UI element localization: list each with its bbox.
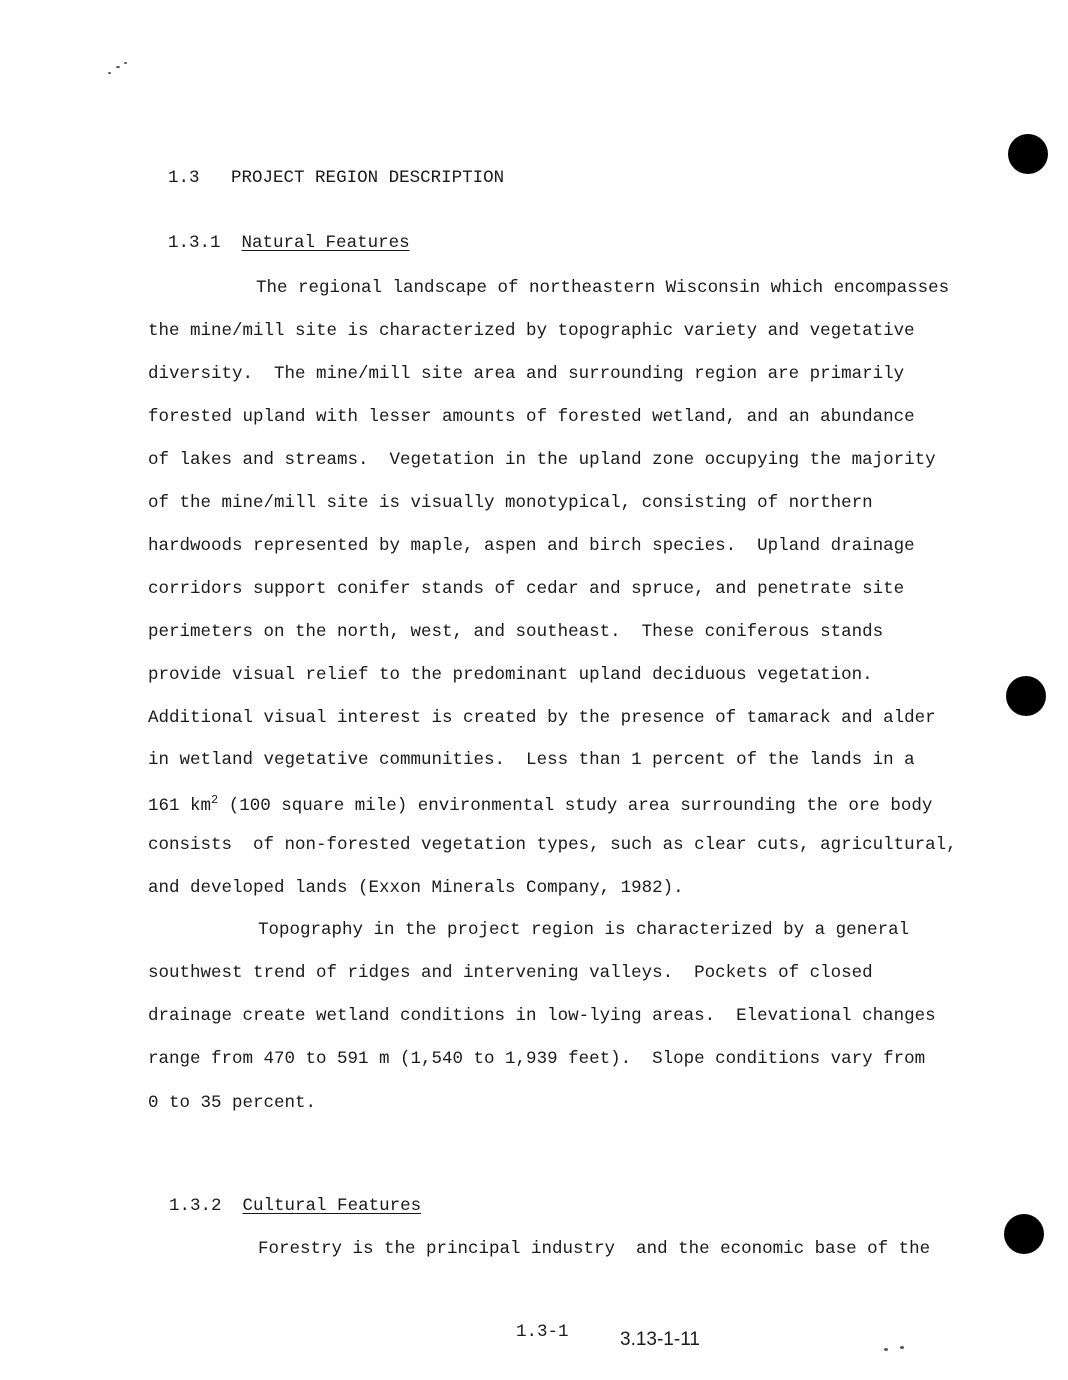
paragraph-line: corridors support conifer stands of cedar and spruce, and penetrate site xyxy=(148,579,905,599)
area-text: (100 square mile) environmental study area surrounding the ore body xyxy=(218,796,933,816)
paragraph-line: range from 470 to 591 m (1,540 to 1,939 feet). Slope conditions vary from xyxy=(148,1049,926,1069)
subsection-title: Cultural Features xyxy=(242,1195,422,1216)
paragraph-line: 0 to 35 percent. xyxy=(148,1093,317,1113)
paragraph-line: Additional visual interest is created by the presence of tamarack and alder xyxy=(148,708,936,728)
page-number: 1.3-1 xyxy=(516,1322,569,1342)
punch-hole-bottom xyxy=(1004,1214,1044,1254)
section-heading xyxy=(147,152,504,187)
scan-speck xyxy=(116,66,120,68)
subsection-number: 1.3.2 xyxy=(169,1195,222,1216)
subsection-number: 1.3.1 xyxy=(168,232,221,253)
paragraph-line xyxy=(148,794,932,816)
subsection-heading-natural xyxy=(147,217,410,252)
section-number: 1.3 xyxy=(168,167,200,188)
area-value: 161 km xyxy=(148,796,212,816)
paragraph-line: of lakes and streams. Vegetation in the upland zone occupying the majority xyxy=(148,450,936,470)
punch-hole-top xyxy=(1008,134,1048,174)
paragraph-line: perimeters on the north, west, and southeast. These coniferous stands xyxy=(148,622,884,642)
scan-speck xyxy=(124,62,127,64)
document-code: 3.13-1-11 xyxy=(620,1329,700,1350)
paragraph-line: The regional landscape of northeastern Wisconsin which encompasses xyxy=(256,278,950,298)
punch-hole-middle xyxy=(1006,676,1046,716)
paragraph-line: of the mine/mill site is visually monotypical, consisting of northern xyxy=(148,493,873,513)
superscript: 2 xyxy=(211,793,219,807)
paragraph-line: Topography in the project region is characterized by a general xyxy=(258,920,910,940)
paragraph-line: and developed lands (Exxon Minerals Company, 1982). xyxy=(148,878,684,898)
paragraph-line: Forestry is the principal industry and the economic base of the xyxy=(258,1239,931,1259)
paragraph-line: hardwoods represented by maple, aspen and birch species. Upland drainage xyxy=(148,536,915,556)
paragraph-line: provide visual relief to the predominant upland deciduous vegetation. xyxy=(148,665,873,685)
paragraph-line: diversity. The mine/mill site area and surrounding region are primarily xyxy=(148,364,905,384)
paragraph-line: forested upland with lesser amounts of forested wetland, and an abundance xyxy=(148,407,915,427)
subsection-heading-cultural xyxy=(148,1180,421,1215)
paragraph-line: consists of non-forested vegetation types, such as clear cuts, agricultural, xyxy=(148,835,957,855)
section-title: PROJECT REGION DESCRIPTION xyxy=(231,167,505,188)
paragraph-line: southwest trend of ridges and intervening valleys. Pockets of closed xyxy=(148,963,873,983)
scan-speck xyxy=(108,72,111,74)
paragraph-line: in wetland vegetative communities. Less than 1 percent of the lands in a xyxy=(148,750,915,770)
scan-speck xyxy=(900,1346,904,1349)
scan-speck xyxy=(884,1348,888,1351)
paragraph-line: drainage create wetland conditions in low-lying areas. Elevational changes xyxy=(148,1006,936,1026)
subsection-title: Natural Features xyxy=(241,232,410,253)
paragraph-line: the mine/mill site is characterized by topographic variety and vegetative xyxy=(148,321,915,341)
